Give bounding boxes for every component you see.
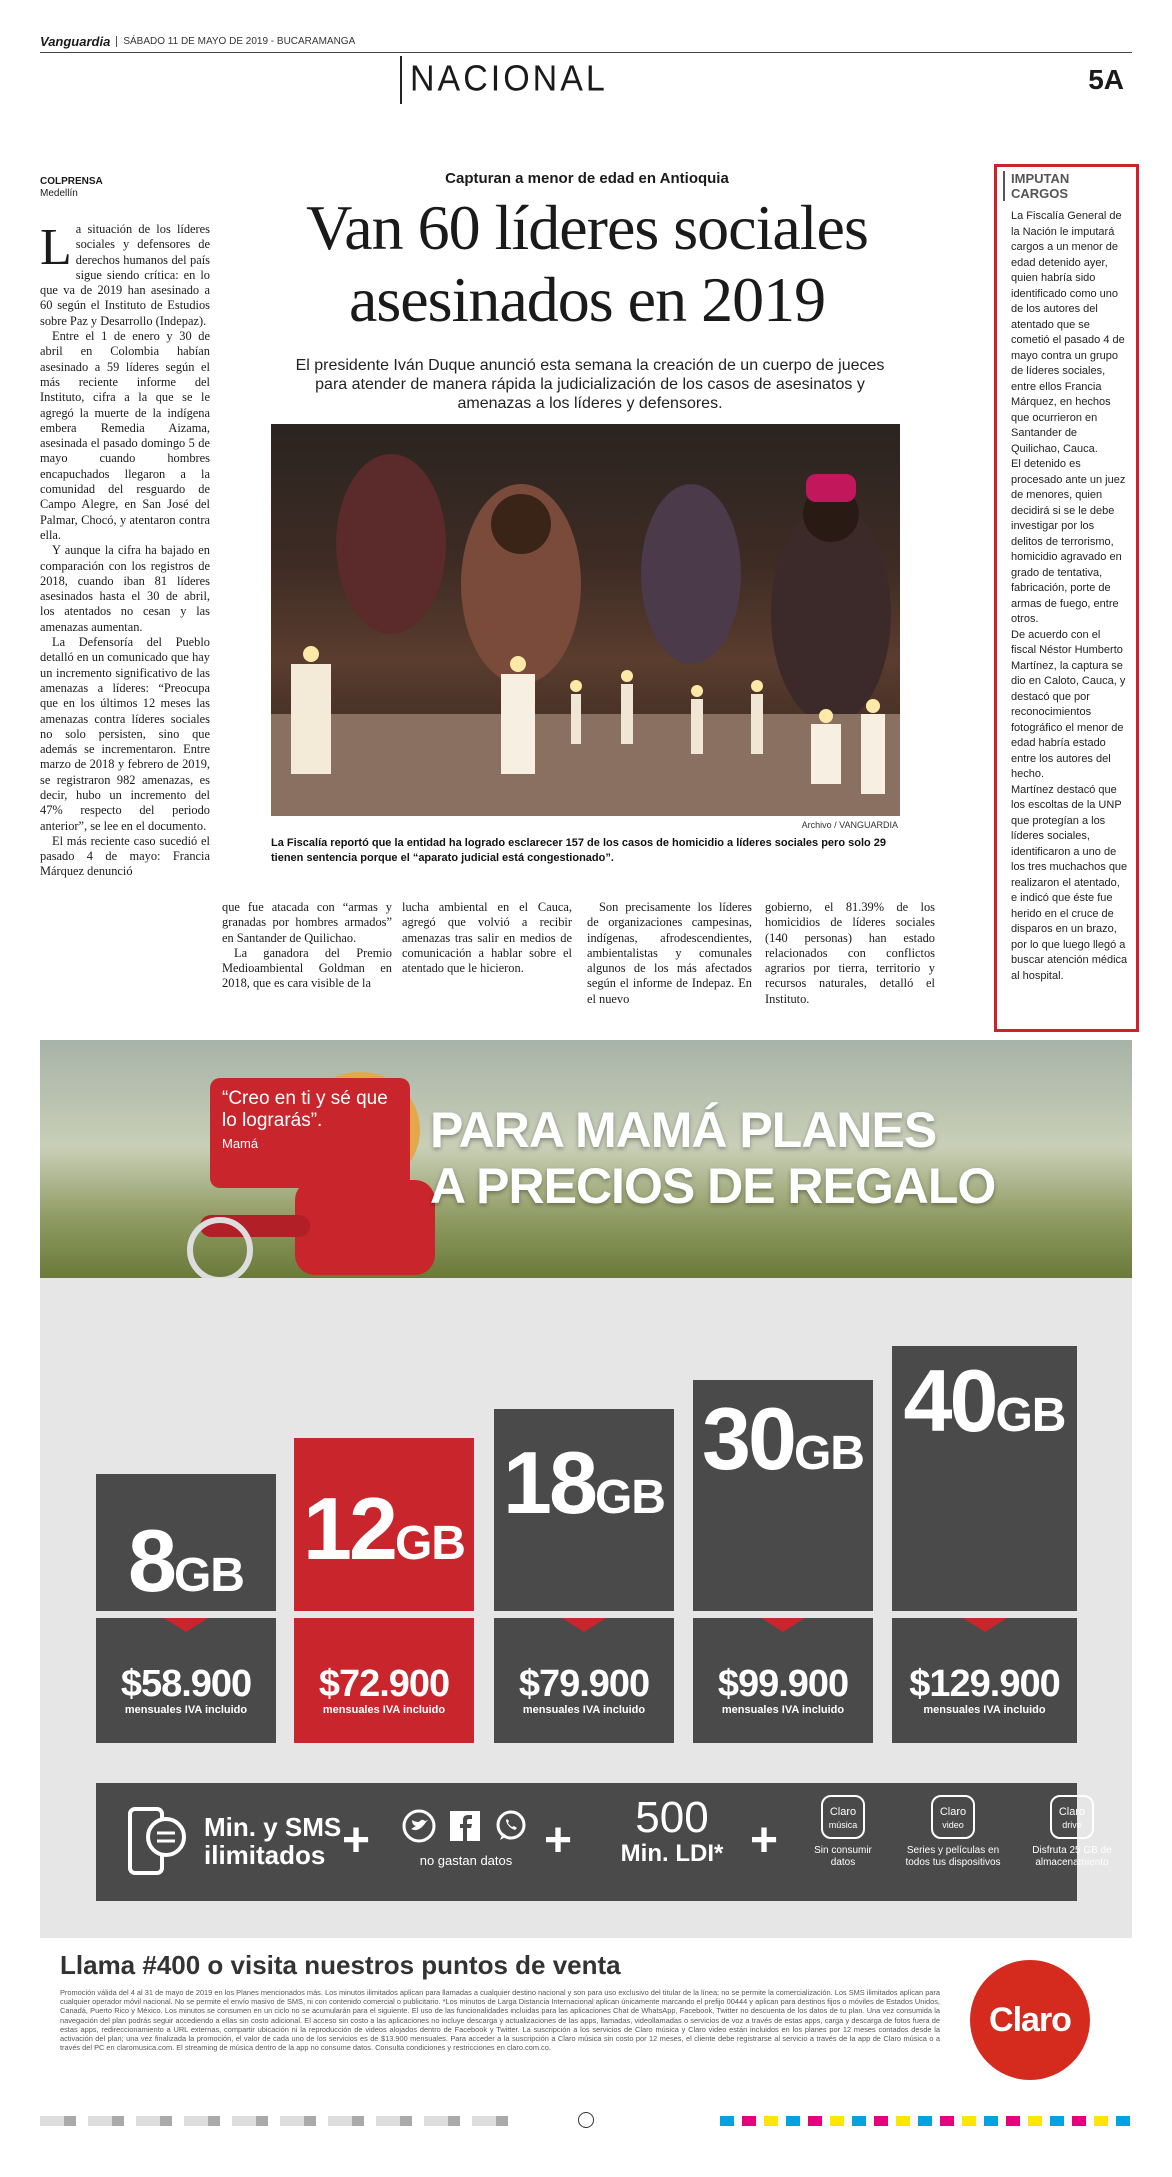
service-badge-sub: video	[942, 1820, 964, 1830]
paragraph: El más reciente caso sucedió el pasado 4 de mayo: Francia Márquez denunció	[40, 833, 210, 879]
service-badge: Claro	[939, 1806, 967, 1818]
color-bar	[40, 2116, 520, 2126]
ad-banner	[40, 1040, 1132, 1278]
plan-size-unit: GB	[173, 1549, 244, 1602]
plan-size-unit: GB	[995, 1389, 1066, 1442]
byline-city: Medellín	[40, 188, 78, 199]
brand-logo: Vanguardia	[40, 34, 111, 49]
section-divider	[400, 56, 402, 104]
paragraph: a situación de los líderes sociales y defensores de derechos humanos del país sigue siendo crítica: en lo que va de 2019 han asesinado a 60 según el Instituto de Estudios sobre Paz y Desarrollo (Indepaz).	[40, 222, 210, 328]
service-claro-video	[898, 1795, 1008, 1869]
header-rule	[40, 52, 1132, 53]
sidebar-paragraph: De acuerdo con el fiscal Néstor Humberto Martínez, la captura se dio en Caloto, Cauca, y destacó que por reconocimientos fotográfico el menor de edad habría estado entre los autores del hecho.	[1011, 628, 1126, 780]
ad-headline-line-1: PARA MAMÁ PLANES	[430, 1102, 937, 1158]
article-column-4	[587, 900, 752, 1007]
facebook-icon	[448, 1809, 482, 1843]
pointer-arrow	[963, 1618, 1007, 1632]
plan-size	[892, 1350, 1077, 1452]
plan-size-number: 18	[503, 1433, 595, 1532]
headline-line-1: Van 60 líderes sociales	[306, 192, 868, 263]
sidebar-paragraph: La Fiscalía General de la Nación le imputará cargos a un menor de edad detenido ayer, quien habría sido identificado como uno de los autores del atentado que se cometió el pasado 4 de mayo contra un grupo de líderes sociales, entre ellos Francia Márquez, en hechos que ocurrieron en Santander de Quilichao, Cauca.	[1011, 210, 1125, 455]
service-badge: Claro	[1058, 1806, 1086, 1818]
social-note: no gastan datos	[419, 1853, 513, 1868]
masthead	[40, 34, 355, 49]
plan-size-number: 8	[128, 1511, 174, 1610]
plan-price-note: mensuales IVA incluido	[322, 1704, 446, 1716]
paragraph: lucha ambiental en el Cauca, agregó que volvió a recibir amenazas tras salir en medios de comunicación a hablar sobre el atentado que le hicieron.	[402, 900, 572, 976]
sidebar-title-line-1: IMPUTAN	[1011, 171, 1070, 186]
plan-price-box	[693, 1618, 873, 1743]
ad-headline	[430, 1102, 995, 1214]
sidebar-title	[1003, 171, 1128, 201]
ldi-label: Min. LDI*	[620, 1840, 724, 1867]
claro-logo	[970, 1960, 1090, 2080]
article-column-2	[222, 900, 392, 992]
plan-price-note: mensuales IVA incluido	[721, 1704, 845, 1716]
plan-size-number: 12	[303, 1479, 395, 1578]
headline	[205, 192, 969, 336]
sidebar-title-line-2: CARGOS	[1011, 186, 1069, 201]
ad-footer	[40, 1938, 1132, 2106]
service-badge-sub: música	[828, 1820, 858, 1830]
kicker: Capturan a menor de edad en Antioquia	[445, 170, 729, 187]
plan-price-box	[494, 1618, 674, 1743]
article-photo	[271, 424, 900, 816]
minsms-line-2: ilimitados	[204, 1840, 326, 1870]
article-column-5	[765, 900, 935, 1007]
dateline: SÁBADO 11 DE MAYO DE 2019 - BUCARAMANGA	[116, 36, 355, 47]
quote-bubble	[210, 1078, 410, 1188]
headline-line-2: asesinados en 2019	[348, 264, 826, 335]
claro-logo-text: Claro	[989, 2000, 1071, 2039]
photo-credit: Archivo / VANGUARDIA	[801, 820, 898, 830]
page-number: 5A	[1088, 64, 1124, 95]
minsms-label	[204, 1813, 341, 1869]
phone-sms-icon	[126, 1807, 186, 1877]
ad-fine-print: Promoción válida del 4 al 31 de mayo de 2019 en los Planes mencionados más. Los minutos ilimitados aplican para llamadas a cualquier destino nacional y son para uso exclusivo del titular de la línea; no se permite la comercialización. Los SMS ilimitados aplican para cualquier operador móvil nacional. No se permite el envío masivo de SMS, ni con contenido comercial o publicitario. *Los minutos de Larga Distancia Internacional aplican únicamente marcando el prefijo 00444 y aplican para destinos fijos o móviles de Estados Unidos, Canadá, Puerto Rico y México. Los minutos se consumen en un ciclo no se acumularán para el siguiente. El uso de las funcionalidades incluidas para las aplicaciones Chat de WhatsApp, Facebook, Twitter no descuenta de los datos de tu plan. Una vez consumida la navegación del plan podrás seguir accediendo a ellas sin costo adicional. El acceso sin costo a las aplicaciones no incluye descarga y actualizaciones de las apps, llamadas, videollamadas o servicios de voz a través de estas apps, carga y descarga de fotos fuera de estas apps, redireccionamiento a URL externas, compartir ubicación ni la reproducción de videos alojados dentro de Facebook y Twitter. La suscripción a los servicios de Claro música y Claro video están incluidos en los planes por 12 meses contados desde la activación del plan; una vez finalizada la promoción, el valor de cada uno de los servicios es de $13.900 mensuales. Para acceder a la suscripción a Claro música sin costo por 12 meses, el cliente debe registrarse al servicio a través de la app de Claro música o a través del PC en claromusica.com. El streaming de música dentro de la app no consume datos. Consulta condiciones y restricciones en claro.com.co.	[60, 1988, 940, 2053]
plan-size-unit: GB	[793, 1427, 864, 1480]
deck: El presidente Iván Duque anunció esta semana la creación de un cuerpo de jueces para atender de manera rápida la judicialización de los casos de asesinatos y amenazas a los líderes y defensores.	[295, 357, 885, 412]
paragraph: La ganadora del Premio Medioambiental Goldman en 2018, que es cara visible de la	[222, 945, 392, 991]
social-icons	[402, 1809, 528, 1843]
service-label: Disfruta 25 GB de almacenamiento	[1032, 1845, 1112, 1868]
photo-illustration	[271, 424, 900, 816]
article-column-1	[40, 219, 210, 880]
byline	[40, 176, 103, 200]
service-claro-drive	[1022, 1795, 1122, 1869]
paragraph: que fue atacada con “armas y granadas por hombres armados” en Santander de Quilichao.	[222, 900, 392, 945]
plan-size	[96, 1510, 276, 1612]
service-badge-sub: drive	[1062, 1820, 1082, 1830]
quote-author: Mamá	[222, 1136, 259, 1151]
plan-price: $79.900	[518, 1663, 650, 1705]
claro-musica-icon	[821, 1795, 865, 1839]
ldi-number: 500	[635, 1793, 709, 1842]
quote-text: “Creo en ti y sé que lo lograrás”.	[222, 1088, 388, 1131]
claro-video-icon	[931, 1795, 975, 1839]
plan-size	[494, 1432, 674, 1534]
plus-icon: +	[544, 1814, 573, 1867]
article-column-3	[402, 900, 572, 976]
plan-size-number: 40	[903, 1351, 996, 1450]
service-label: Sin consumir datos	[814, 1845, 872, 1868]
ad-headline-line-2: A PRECIOS DE REGALO	[430, 1158, 996, 1214]
byline-agency: COLPRENSA	[40, 176, 103, 187]
plan-price-box	[892, 1618, 1077, 1743]
plan-price-note: mensuales IVA incluido	[923, 1704, 1046, 1716]
service-claro-musica	[802, 1795, 884, 1869]
plan-price: $58.900	[120, 1663, 252, 1705]
plan-price-box	[294, 1618, 474, 1743]
ldi-block	[602, 1795, 742, 1867]
photo-caption: La Fiscalía reportó que la entidad ha logrado esclarecer 157 de los casos de homicidio a líderes sociales pero solo 29 tienen sentencia porque el “aparato judicial está congestionado”.	[271, 837, 887, 864]
pointer-arrow	[562, 1618, 606, 1632]
plan-size-unit: GB	[594, 1471, 665, 1524]
paragraph: Y aunque la cifra ha bajado en comparación con los registros de 2018, cuando iban 81 líderes asesinados hasta el 30 de abril, los atentados no cesan y las amenazas aumentan.	[40, 543, 210, 634]
services-list	[802, 1795, 1122, 1869]
sidebar-paragraph: Martínez destacó que los escoltas de la UNP que protegían a los líderes sociales, identificaron a uno de los tres muchachos que realizaron el atentado, e indicó que éste fue herido en el cruce de disparos en un brazo, por lo que luego llegó a buscar atención médica al hospital.	[1011, 783, 1128, 982]
claro-drive-icon	[1050, 1795, 1094, 1839]
sidebar-paragraph: El detenido es procesado ante un juez de menores, quien decidirá si se le debe investigar por los delitos de terrorismo, homicidio agravado en grado de tentativa, fabricación, porte de armas de fuego, entre otros.	[1011, 458, 1126, 625]
paragraph: gobierno, el 81.39% de los homicidios de líderes sociales (140 personas) han estado relacionados con conflictos agrarios por tierra, territorio y recursos naturales, detalló el Instituto.	[765, 900, 935, 1006]
plan-price-box	[96, 1618, 276, 1743]
claro-ad	[40, 1040, 1132, 2106]
registration-mark-icon	[578, 2112, 594, 2128]
service-badge: Claro	[829, 1806, 857, 1818]
ad-cta: Llama #400 o visita nuestros puntos de venta	[60, 1950, 621, 1980]
plan-price-note: mensuales IVA incluido	[522, 1704, 646, 1716]
pointer-arrow	[164, 1618, 208, 1632]
benefits-bar	[96, 1783, 1112, 1901]
minsms-line-1: Min. y SMS	[204, 1812, 342, 1842]
paragraph: Son precisamente los líderes de organizaciones campesinas, indígenas, afrodescendientes, ambientalistas y comunales algunos de los más afectados según el informe de Indepaz. En el nuevo	[587, 900, 752, 1006]
twitter-icon	[402, 1809, 436, 1843]
section-title: NACIONAL	[410, 59, 608, 99]
plan-size-unit: GB	[394, 1517, 465, 1570]
plan-size	[693, 1388, 873, 1490]
plan-price: $129.900	[909, 1663, 1060, 1705]
sidebar-box	[994, 164, 1139, 1032]
plan-price: $99.900	[717, 1663, 849, 1705]
plan-size	[294, 1478, 474, 1580]
paragraph: Entre el 1 de enero y 30 de abril en Colombia habían asesinado a 59 líderes según el más reciente informe del Instituto, cifra a la que se le agregó la muerte de la indígena embera Remedia Aizama, asesinada el pasado domingo 5 de mayo cuando hombres encapuchados llegaron a la comunidad del resguardo de Campo Alegre, en San José del Palmar, Chocó, y atentaron contra ella.	[40, 329, 210, 542]
plan-price: $72.900	[318, 1663, 450, 1705]
plan-price-note: mensuales IVA incluido	[124, 1704, 248, 1716]
paragraph: La Defensoría del Pueblo detalló en un comunicado que hay un incremento significativo de las amenazas a líderes: “Preocupa que en los últimos 12 meses las amenazas contra líderes sociales no solo persisten, sino que además se incrementaron. Entre marzo de 2018 y febrero de 2019, se registraron 982 amenazas, es decir, hubo un incremento del 47% respecto del periodo anterior”, se lee en el documento.	[40, 635, 210, 833]
service-label: Series y películas en todos tus dispositivos	[905, 1845, 1001, 1868]
whatsapp-icon	[494, 1809, 528, 1843]
plus-icon: +	[342, 1814, 371, 1867]
plan-size-number: 30	[702, 1389, 794, 1488]
plus-icon: +	[750, 1814, 779, 1867]
dropcap: L	[40, 219, 72, 276]
pointer-arrow	[761, 1618, 805, 1632]
color-bar	[720, 2116, 1132, 2126]
